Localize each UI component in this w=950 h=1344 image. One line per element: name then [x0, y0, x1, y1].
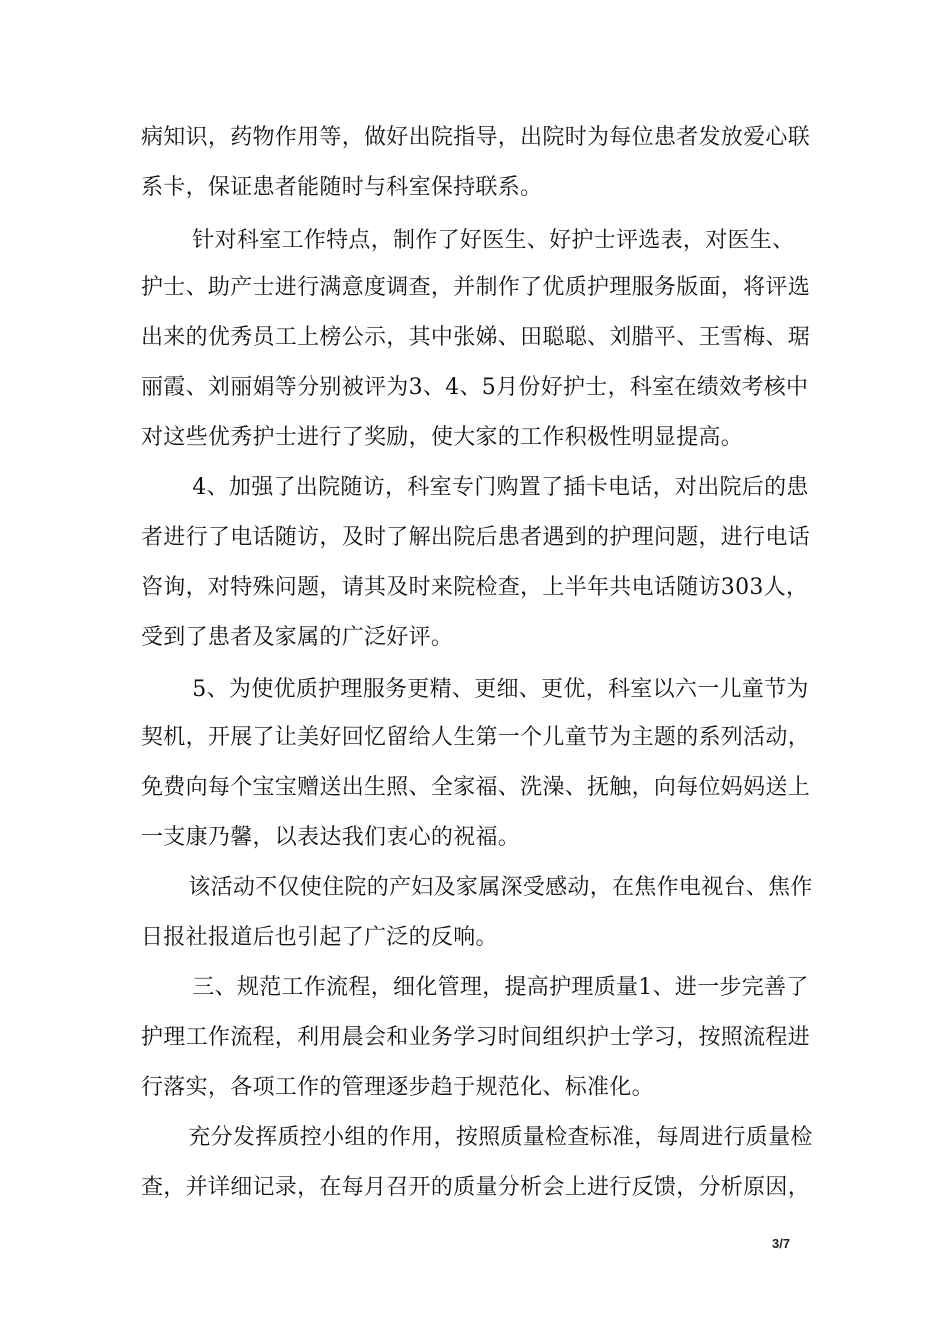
text-line: 4、加强了出院随访，科室专门购置了插卡电话，对出院后的患 — [170, 475, 809, 500]
text-line: 查，并详细记录，在每月召开的质量分析会上进行反馈，分析原因， — [141, 1175, 811, 1200]
text-line: 契机，开展了让美好回忆留给人生第一个儿童节为主题的系列活动， — [141, 725, 811, 750]
text-line: 出来的优秀员工上榜公示，其中张娣、田聪聪、刘腊平、王雪梅、琚 — [141, 325, 811, 350]
text-line: 丽霞、刘丽娟等分别被评为3、4、5月份好护士，科室在绩效考核中 — [141, 375, 809, 400]
text-line: 受到了患者及家属的广泛好评。 — [141, 625, 454, 650]
text-line: 针对科室工作特点，制作了好医生、好护士评选表，对医生、 — [170, 228, 795, 253]
text-line: 病知识，药物作用等，做好出院指导，出院时为每位患者发放爱心联 — [141, 125, 811, 150]
text-line: 系卡，保证患者能随时与科室保持联系。 — [141, 175, 543, 200]
text-line: 三、规范工作流程，细化管理，提高护理质量1、进一步完善了 — [170, 975, 809, 1000]
text-line: 5、为使优质护理服务更精、更细、更优，科室以六一儿童节为 — [170, 677, 809, 702]
text-line: 日报社报道后也引起了广泛的反响。 — [141, 925, 498, 950]
text-line: 充分发挥质控小组的作用，按照质量检查标准，每周进行质量检 — [166, 1125, 813, 1150]
text-line: 护理工作流程，利用晨会和业务学习时间组织护士学习，按照流程进 — [141, 1025, 811, 1050]
page-number: 3/7 — [772, 1236, 791, 1251]
text-line: 免费向每个宝宝赠送出生照、全家福、洗澡、抚触，向每位妈妈送上 — [141, 775, 811, 800]
text-line: 护士、助产士进行满意度调查，并制作了优质护理服务版面，将评选 — [141, 275, 811, 300]
text-line: 行落实，各项工作的管理逐步趋于规范化、标准化。 — [141, 1075, 654, 1100]
text-line: 者进行了电话随访，及时了解出院后患者遇到的护理问题，进行电话 — [141, 525, 811, 550]
text-line: 一支康乃馨，以表达我们衷心的祝福。 — [141, 825, 521, 850]
text-line: 咨询，对特殊问题，请其及时来院检查，上半年共电话随访303人， — [141, 575, 809, 600]
text-line: 该活动不仅使住院的产妇及家属深受感动，在焦作电视台、焦作 — [166, 875, 813, 900]
text-line: 对这些优秀护士进行了奖励，使大家的工作积极性明显提高。 — [141, 425, 744, 450]
